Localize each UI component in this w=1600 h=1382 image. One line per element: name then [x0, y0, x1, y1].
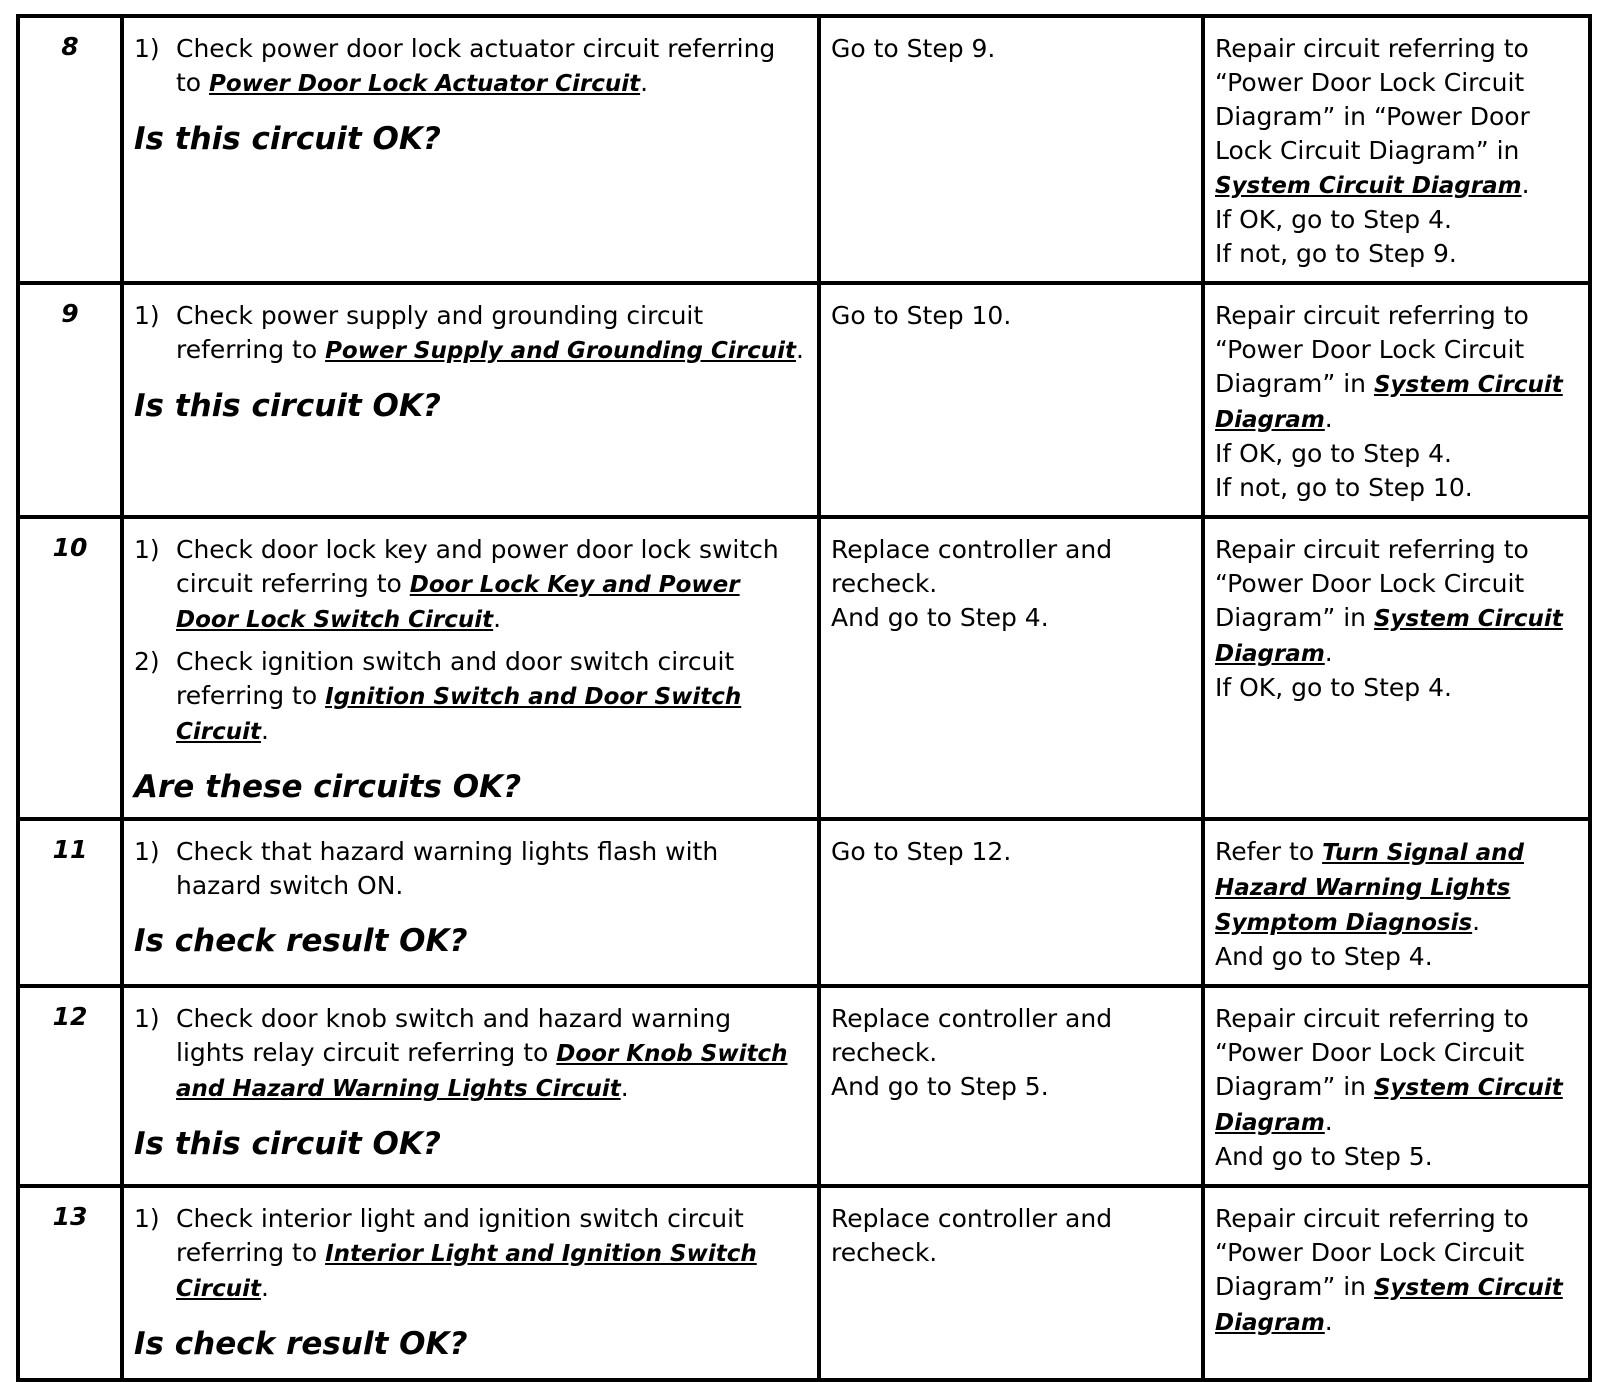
action-item	[134, 835, 807, 903]
no-text-end: .	[1324, 638, 1333, 667]
system-circuit-diagram-link[interactable]: System Circuit Diagram	[1215, 1275, 1563, 1336]
action-item	[134, 299, 807, 368]
table-row	[18, 819, 1590, 986]
action-cell	[122, 986, 819, 1186]
no-line: If not, go to Step 9.	[1215, 239, 1457, 268]
table-row	[18, 283, 1590, 517]
action-cell	[122, 517, 819, 819]
no-cell	[1203, 1186, 1590, 1380]
no-line: If OK, go to Step 4.	[1215, 673, 1452, 702]
table-row	[18, 1186, 1590, 1380]
circuit-link[interactable]: Door Lock Key and Power Door Lock Switch Circuit	[176, 572, 740, 633]
no-cell	[1203, 517, 1590, 819]
yes-text: Go to Step 9.	[831, 34, 996, 63]
yes-text: Go to Step 12.	[831, 837, 1012, 866]
no-text: Refer to	[1215, 837, 1323, 866]
yes-cell	[819, 986, 1203, 1186]
question-text: Are these circuits OK?	[134, 769, 522, 805]
no-text: Repair circuit referring to “Power Door Lock Circuit Diagram” in “Power Door Lock Circuit Diagram” in	[1215, 34, 1530, 165]
no-cell	[1203, 283, 1590, 517]
step-number-cell	[18, 517, 122, 819]
yes-cell	[819, 1186, 1203, 1380]
step-number-cell	[18, 986, 122, 1186]
item-end: .	[493, 604, 502, 633]
action-item	[134, 645, 807, 749]
item-text: Check door knob switch and hazard warning lights relay circuit referring to	[176, 1004, 732, 1067]
no-line: If OK, go to Step 4.	[1215, 439, 1452, 468]
step-number-cell	[18, 283, 122, 517]
item-number: 1)	[134, 1004, 160, 1033]
item-end: .	[796, 335, 804, 364]
step-number-cell	[18, 819, 122, 986]
item-text: Check power supply and grounding circuit referring to	[176, 301, 704, 364]
yes-text: Replace controller and recheck.	[831, 1204, 1113, 1267]
item-number: 1)	[134, 1204, 160, 1233]
question-text: Is check result OK?	[134, 923, 468, 959]
item-number: 2)	[134, 647, 160, 676]
yes-cell	[819, 283, 1203, 517]
step-number: 12	[52, 1002, 88, 1031]
no-cell	[1203, 986, 1590, 1186]
table-row	[18, 16, 1590, 283]
yes-cell	[819, 16, 1203, 283]
no-cell	[1203, 16, 1590, 283]
no-text-end: .	[1324, 404, 1333, 433]
yes-cell	[819, 517, 1203, 819]
no-line: And go to Step 4.	[1215, 942, 1433, 971]
step-number: 10	[52, 533, 88, 562]
step-number: 11	[52, 835, 88, 864]
item-number: 1)	[134, 535, 160, 564]
circuit-link[interactable]: Power Supply and Grounding Circuit	[325, 338, 796, 364]
no-text: Repair circuit referring to “Power Door Lock Circuit Diagram” in	[1215, 1204, 1529, 1301]
no-line: If OK, go to Step 4.	[1215, 205, 1452, 234]
item-text: Check ignition switch and door switch circuit referring to	[176, 647, 735, 710]
system-circuit-diagram-link[interactable]: System Circuit Diagram	[1215, 173, 1522, 199]
step-number: 13	[52, 1202, 88, 1231]
step-number-cell	[18, 16, 122, 283]
yes-text: And go to Step 4.	[831, 603, 1049, 632]
action-cell	[122, 819, 819, 986]
yes-text: Replace controller and recheck.	[831, 535, 1113, 598]
question-text: Is this circuit OK?	[134, 121, 441, 157]
step-number-cell	[18, 1186, 122, 1380]
diagnosis-table	[16, 14, 1592, 1382]
action-item	[134, 1202, 807, 1306]
no-text-end: .	[1324, 1107, 1333, 1136]
item-text: Check power door lock actuator circuit referring to	[176, 34, 776, 97]
no-text-end: .	[1521, 170, 1530, 199]
item-end: .	[261, 1273, 269, 1302]
item-text: Check interior light and ignition switch circuit referring to	[176, 1204, 744, 1267]
circuit-link[interactable]: Power Door Lock Actuator Circuit	[209, 71, 641, 97]
step-number: 8	[61, 32, 79, 61]
table-row	[18, 986, 1590, 1186]
system-circuit-diagram-link[interactable]: System Circuit Diagram	[1215, 372, 1563, 433]
no-line: If not, go to Step 10.	[1215, 473, 1473, 502]
circuit-link[interactable]: Interior Light and Ignition Switch Circuit	[176, 1241, 757, 1302]
item-number: 1)	[134, 837, 160, 866]
circuit-link[interactable]: Ignition Switch and Door Switch Circuit	[176, 684, 742, 745]
no-text: Repair circuit referring to “Power Door Lock Circuit Diagram” in	[1215, 301, 1529, 398]
yes-text: Go to Step 10.	[831, 301, 1012, 330]
no-cell	[1203, 819, 1590, 986]
no-line: And go to Step 5.	[1215, 1142, 1433, 1171]
action-cell	[122, 1186, 819, 1380]
action-cell	[122, 16, 819, 283]
yes-text: Replace controller and recheck.	[831, 1004, 1113, 1067]
item-end: .	[261, 716, 269, 745]
action-item	[134, 32, 807, 101]
action-item	[134, 533, 807, 637]
item-number: 1)	[134, 34, 160, 63]
item-text: Check door lock key and power door lock switch circuit referring to	[176, 535, 779, 598]
system-circuit-diagram-link[interactable]: System Circuit Diagram	[1215, 1075, 1563, 1136]
circuit-link[interactable]: Door Knob Switch and Hazard Warning Lights Circuit	[176, 1041, 788, 1102]
question-text: Is this circuit OK?	[134, 1126, 441, 1162]
no-text: Repair circuit referring to “Power Door Lock Circuit Diagram” in	[1215, 535, 1529, 632]
yes-text: And go to Step 5.	[831, 1072, 1049, 1101]
action-cell	[122, 283, 819, 517]
no-text-end: .	[1324, 1307, 1333, 1336]
question-text: Is check result OK?	[134, 1326, 468, 1362]
step-number: 9	[61, 299, 79, 328]
item-end: .	[620, 1073, 629, 1102]
action-item	[134, 1002, 807, 1106]
table-row	[18, 517, 1590, 819]
question-text: Is this circuit OK?	[134, 388, 441, 424]
item-number: 1)	[134, 301, 160, 330]
no-text-end: .	[1472, 907, 1481, 936]
item-text: Check that hazard warning lights flash with hazard switch ON.	[176, 837, 719, 900]
item-end: .	[640, 68, 649, 97]
no-text: Repair circuit referring to “Power Door Lock Circuit Diagram” in	[1215, 1004, 1529, 1101]
symptom-diagnosis-link[interactable]: Turn Signal and Hazard Warning Lights Symptom Diagnosis	[1215, 840, 1524, 936]
system-circuit-diagram-link[interactable]: System Circuit Diagram	[1215, 606, 1563, 667]
yes-cell	[819, 819, 1203, 986]
